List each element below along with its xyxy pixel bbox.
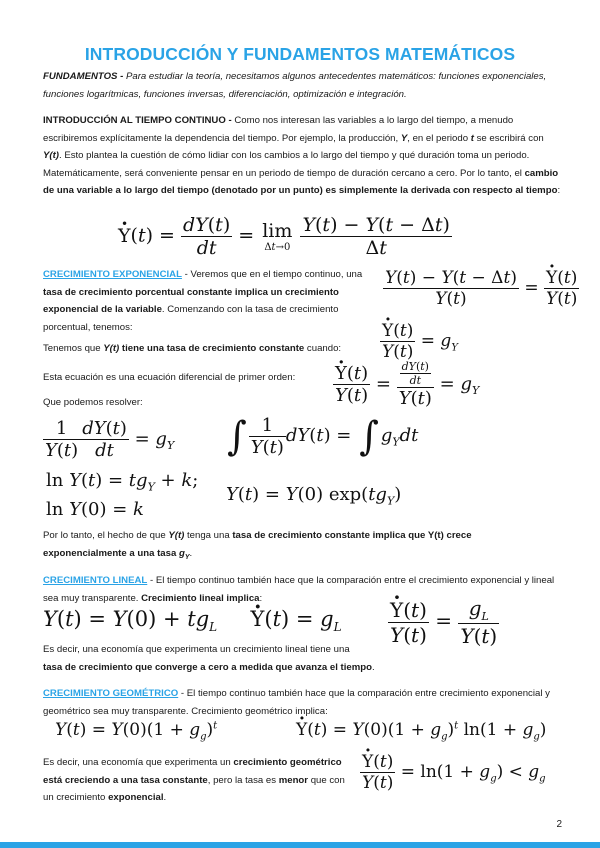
tenemos-text-1: Tenemos que [43,343,104,354]
geometrico-section-title: CRECIMIENTO GEOMÉTRICO [43,688,179,699]
exponencial-conclusion [43,527,555,566]
tenemos-line [43,340,341,358]
geometrico-desc-bold-3: exponencial [108,792,164,804]
exponencial-paragraph [43,266,381,336]
conclusion-end: . [189,547,193,559]
lineal-bold-1: Crecimiento lineal implica [141,592,260,604]
tiempo-bold: cambio de una variable a lo largo del tiempo (denotado por un punto) es simplemente la derivada con respecto al tiempo [43,167,559,197]
equation-geometric: $Y(t) = Y(0)(1 + g_g)^t$ [55,720,218,743]
equation-linear-rate: · $\frac{Y(t)}{Y(t)}$ = $\frac{g_L}{Y(t)}$ [388,596,499,648]
tenemos-text-2: cuando: [304,343,342,354]
ecuacion-line: Esta ecuación es una ecuación diferencial de primer orden: [43,372,296,383]
equation-integral: ∫ $\frac{1}{Y(t)}$ dY(t) = ∫ $g_Ydt$ [227,412,419,460]
conclusion-text-1: Por lo tanto, el hecho de que [43,530,169,541]
equation-separation: $\frac{1}{Y(t)}$ $\frac{dY(t)}{dt}$ = $g_Y$ [45,418,175,461]
tiempo-var-y: Y [400,132,408,144]
equation-linear: $Y(t) = Y(0) + tg_L$ · $Y(t) = g_L$ [43,607,342,634]
equation-log-solution: $\ln Y(t) = tg_Y + k$; ln Y(0) = k [46,470,199,520]
tiempo-text-2: , en el periodo [407,132,471,144]
lineal-desc-1: Es decir, una economía que experimenta un crecimiento lineal tiene una [43,644,350,655]
tiempo-text-4: . Esto plantea la cuestión de cómo lidiar con los cambios a lo largo del tiempo y qué duración toma un periodo. Matemáticamente, será conveniente pensar en un periodo de tiempo de duración cercano a cero. Por lo tanto, el [43,150,530,179]
lineal-desc-end: . [371,661,375,673]
page-title: INTRODUCCIÓN Y FUNDAMENTOS MATEMÁTICOS [84,44,516,64]
lineal-text-2: : [259,592,263,604]
equation-geometric-derivative: · $Y(t) = Y(0)(1 + g_g)^t$ $\ln(1 + g_g)$ [296,720,546,742]
geometrico-text-1: - El tiempo continuo también hace que la comparación entre crecimiento exponencial y geométrico sea muy transparente. Crecimiento geométrico implica: [43,688,550,717]
tiempo-text-5: : [557,185,561,197]
lineal-description [43,641,403,676]
conclusion-text-2: tenga una [184,530,233,541]
tiempo-var-t: t [470,132,474,144]
fundamentos-label: FUNDAMENTOS - [43,71,124,82]
equation-exp-solution: Y(t) = Y(0) $\exp(tg_Y)$ [226,484,402,508]
geometrico-desc-1: Es decir, una economía que experimenta un [43,757,234,768]
tiempo-text-3: se escribirá con [473,132,544,144]
lineal-desc-bold: tasa de crecimiento que converge a cero a medida que avanza el tiempo [43,661,372,673]
tiempo-text-1: Como nos interesan las variables a lo largo del tiempo, a menudo escribiremos explícitamente la dependencia del tiempo. Por ejemplo, la producción, [43,115,514,144]
geometrico-desc-bold-1: crecimiento geométrico está creciendo a una tasa constante [43,757,342,786]
tiempo-label: INTRODUCCIÓN AL TIEMPO CONTINUO - [43,115,232,126]
fundamentos-paragraph [43,68,561,103]
equation-constant-rate: · $\frac{Y(t)}{Y(t)}$ = $g_Y$ [380,321,458,362]
tiempo-var-yt: Y(t) [43,150,59,162]
geometrico-desc-2: , pero la tasa es [207,774,279,786]
exponencial-text-2: . Comenzando con la tasa de crecimiento porcentual, tenemos: [43,304,339,333]
page-number: 2 [556,819,562,830]
geometrico-description [43,754,348,807]
geometrico-desc-3: que con un crecimiento [43,774,345,804]
equation-derivative-definition: · Y(t) = $\frac{dY(t)}{dt}$ = lim Δt→0 $\frac{Y(t) - Y(t - \Delta t)}{\Delta t}$ [118,214,452,259]
conclusion-var-g: g [178,547,185,559]
exponencial-bold-1: tasa de crecimiento porcentual constante implica un crecimiento exponencial de la variable [43,286,339,316]
equation-differential: · $\frac{Y(t)}{Y(t)}$ = $\frac{\frac{dY(t)}{dt}}{Y(t)}$ = $g_Y$ [333,360,479,409]
conclusion-var-yt: Y(t) [168,530,185,541]
tiempo-paragraph [43,112,563,200]
equation-growth-rate: $\frac{Y(t) - Y(t - \Delta t)}{Y(t)}$ = · $\frac{Y(t)}{Y(t)}$ [383,268,579,309]
exponencial-text-1: - Veremos que en el tiempo continuo, una [181,269,363,280]
geometrico-desc-bold-2: menor [278,774,309,786]
conclusion-var-sub: Y [184,553,190,561]
conclusion-bold: tasa de crecimiento constante implica que Y(t) crece exponencialmente a una tasa [43,530,472,559]
tenemos-bold: tiene una tasa de crecimiento constante [119,343,305,354]
bottom-accent-bar [0,842,600,848]
lineal-text-1: - El tiempo continuo también hace que la comparación entre el crecimiento exponencial y lineal sea muy transparente. [43,575,555,604]
lineal-section-title: CRECIMIENTO LINEAL [43,575,148,586]
fundamentos-text: Para estudiar la teoría, necesitamos algunos antecedentes matemáticos: funciones exponenciales, funciones logarítmicas, funciones inversas, diferenciación, optimización e integración. [43,71,547,100]
resolver-line: Que podemos resolver: [43,397,143,408]
exponencial-section-title: CRECIMIENTO EXPONENCIAL [43,269,182,280]
tenemos-var-yt: Y(t) [103,343,120,354]
geometrico-desc-4: . [163,792,167,804]
equation-geometric-rate: · $\frac{Y(t)}{Y(t)}$ = $\ln(1 + g_g) < g_g$ [360,752,546,793]
